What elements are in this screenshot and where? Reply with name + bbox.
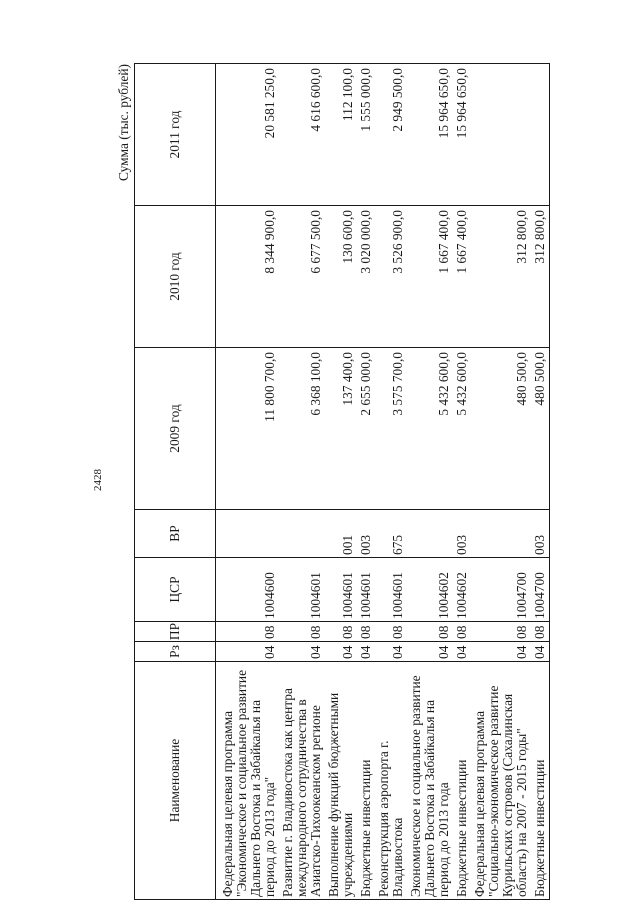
row-name-cell: Развитие г. Владивостока как центра международного сотрудничества в Азиатско-Тихоокеанском регионе — [279, 662, 325, 900]
row-csr-cell: 1004700 — [531, 558, 550, 622]
units-caption: Сумма (тыс. рублей) — [116, 64, 131, 181]
row-vr-cell: 003 — [357, 510, 375, 558]
row-rz-cell: 04 — [531, 642, 550, 662]
header-vr: ВР — [135, 510, 216, 558]
table-row — [471, 64, 531, 900]
row-2009-cell: 137 400,0 — [325, 348, 357, 510]
header-row — [135, 64, 216, 900]
row-2009-cell: 6 368 100,0 — [279, 348, 325, 510]
page-number: 2428 — [92, 469, 104, 491]
header-2009: 2009 год — [135, 348, 216, 510]
row-2011-cell: 112 100,0 — [325, 64, 357, 206]
table-row — [357, 64, 375, 900]
row-vr-cell — [279, 510, 325, 558]
row-2011-cell: 15 964 650,0 — [453, 64, 471, 206]
row-vr-cell: 003 — [453, 510, 471, 558]
row-rz-cell: 04 — [471, 642, 531, 662]
row-2009-cell: 5 432 600,0 — [453, 348, 471, 510]
row-rz-cell: 04 — [357, 642, 375, 662]
row-vr-cell — [407, 510, 453, 558]
row-2011-cell: 4 616 600,0 — [279, 64, 325, 206]
row-2011-cell: 2 949 500,0 — [375, 64, 407, 206]
header-rz: Рз — [135, 642, 216, 662]
table-row — [219, 64, 279, 900]
row-2010-cell: 6 677 500,0 — [279, 206, 325, 348]
row-2009-cell: 480 500,0 — [471, 348, 531, 510]
header-csr: ЦСР — [135, 558, 216, 622]
row-csr-cell: 1004601 — [279, 558, 325, 622]
row-2010-cell: 1 667 400,0 — [453, 206, 471, 348]
header-2011: 2011 год — [135, 64, 216, 206]
table-row — [325, 64, 357, 900]
rotated-page-content — [92, 62, 640, 900]
row-2010-cell: 3 020 000,0 — [357, 206, 375, 348]
row-rz-cell: 04 — [407, 642, 453, 662]
row-2011-cell: 15 964 650,0 — [407, 64, 453, 206]
row-pr-cell: 08 — [279, 622, 325, 642]
row-2010-cell: 312 800,0 — [471, 206, 531, 348]
header-name: Наименование — [135, 662, 216, 900]
row-2011-cell — [531, 64, 550, 206]
row-pr-cell: 08 — [219, 622, 279, 642]
header-pr: ПР — [135, 622, 216, 642]
row-rz-cell: 04 — [325, 642, 357, 662]
row-pr-cell: 08 — [375, 622, 407, 642]
row-name-cell: Реконструкция аэропорта г. Владивостока — [375, 662, 407, 900]
row-2009-cell: 2 655 000,0 — [357, 348, 375, 510]
row-csr-cell: 1004601 — [357, 558, 375, 622]
row-2011-cell: 1 555 000,0 — [357, 64, 375, 206]
row-rz-cell: 04 — [375, 642, 407, 662]
row-csr-cell: 1004602 — [453, 558, 471, 622]
row-name-cell: Бюджетные инвестиции — [453, 662, 471, 900]
row-pr-cell: 08 — [407, 622, 453, 642]
row-vr-cell — [471, 510, 531, 558]
row-pr-cell: 08 — [531, 622, 550, 642]
row-2011-cell — [471, 64, 531, 206]
row-vr-cell: 675 — [375, 510, 407, 558]
row-2010-cell: 312 800,0 — [531, 206, 550, 348]
budget-table — [134, 63, 550, 900]
row-2010-cell: 3 526 900,0 — [375, 206, 407, 348]
row-2011-cell: 20 581 250,0 — [219, 64, 279, 206]
row-2009-cell: 11 800 700,0 — [219, 348, 279, 510]
header-2010: 2010 год — [135, 206, 216, 348]
row-pr-cell: 08 — [471, 622, 531, 642]
table-row — [375, 64, 407, 900]
row-name-cell: Выполнение функций бюджетными учреждениями — [325, 662, 357, 900]
table-row — [407, 64, 453, 900]
table-row — [279, 64, 325, 900]
row-csr-cell: 1004600 — [219, 558, 279, 622]
row-csr-cell: 1004700 — [471, 558, 531, 622]
row-vr-cell: 003 — [531, 510, 550, 558]
row-name-cell: Экономическое и социальное развитие Дальнего Востока и Забайкалья на период до 2013 года — [407, 662, 453, 900]
row-csr-cell: 1004601 — [325, 558, 357, 622]
row-rz-cell: 04 — [219, 642, 279, 662]
row-csr-cell: 1004601 — [375, 558, 407, 622]
row-2010-cell: 130 600,0 — [325, 206, 357, 348]
row-rz-cell: 04 — [279, 642, 325, 662]
row-2010-cell: 8 344 900,0 — [219, 206, 279, 348]
table-body — [216, 64, 550, 900]
row-name-cell: Бюджетные инвестиции — [531, 662, 550, 900]
row-2010-cell: 1 667 400,0 — [407, 206, 453, 348]
row-2009-cell: 3 575 700,0 — [375, 348, 407, 510]
table-row — [531, 64, 550, 900]
row-vr-cell — [219, 510, 279, 558]
row-pr-cell: 08 — [357, 622, 375, 642]
row-pr-cell: 08 — [325, 622, 357, 642]
row-name-cell: Федеральная целевая программа "Экономическое и социальное развитие Дальнего Востока и Забайкалья на период до 2013 года" — [219, 662, 279, 900]
row-2009-cell: 5 432 600,0 — [407, 348, 453, 510]
row-name-cell: Бюджетные инвестиции — [357, 662, 375, 900]
row-2009-cell: 480 500,0 — [531, 348, 550, 510]
row-vr-cell: 001 — [325, 510, 357, 558]
row-name-cell: Федеральная целевая программа "Социально-экономическое развитие Курильских островов (Сахалинская область) на 2007 - 2015 годы" — [471, 662, 531, 900]
table-row — [453, 64, 471, 900]
row-csr-cell: 1004602 — [407, 558, 453, 622]
row-rz-cell: 04 — [453, 642, 471, 662]
row-pr-cell: 08 — [453, 622, 471, 642]
